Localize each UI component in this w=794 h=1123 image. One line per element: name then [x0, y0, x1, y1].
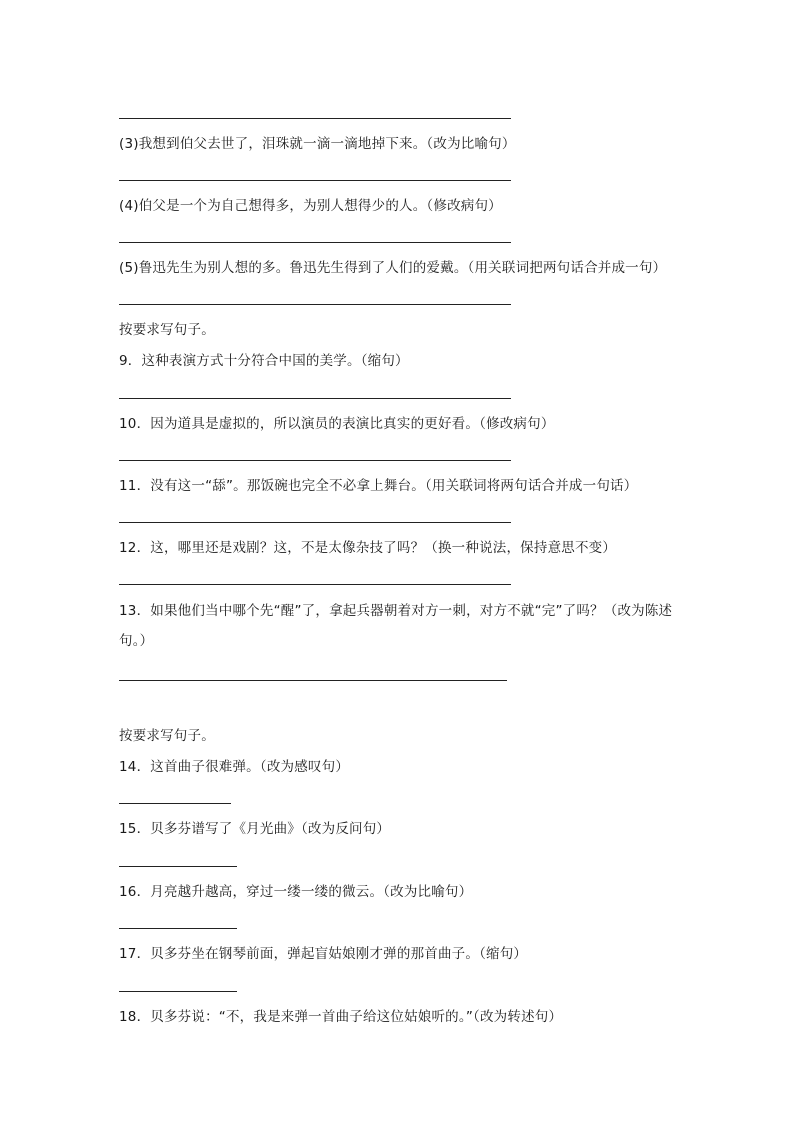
answer-line[interactable] [119, 118, 511, 119]
question-14: 14．这首曲子很难弹。（改为感叹句） [119, 759, 350, 775]
answer-line[interactable] [119, 398, 511, 399]
section-heading: 按要求写句子。 [119, 728, 215, 744]
question-17: 17．贝多芬坐在钢琴前面，弹起盲姑娘刚才弹的那首曲子。（缩句） [119, 946, 528, 962]
question-18: 18．贝多芬说：“不，我是来弹一首曲子给这位姑娘听的。”（改为转述句） [119, 1009, 563, 1025]
answer-line[interactable] [119, 991, 237, 992]
answer-line[interactable] [119, 584, 511, 585]
question-3: (3)我想到伯父去世了，泪珠就一滴一滴地掉下来。（改为比喻句） [119, 136, 516, 152]
answer-line[interactable] [119, 803, 231, 804]
question-4: (4)伯父是一个为自己想得多，为别人想得少的人。（修改病句） [119, 198, 502, 214]
answer-line[interactable] [119, 304, 511, 305]
question-12: 12．这，哪里还是戏剧？这，不是太像杂技了吗？（换一种说法，保持意思不变） [119, 540, 617, 556]
answer-line[interactable] [119, 460, 511, 461]
question-9: 9．这种表演方式十分符合中国的美学。（缩句） [119, 353, 409, 369]
question-5: (5)鲁迅先生为别人想的多。鲁迅先生得到了人们的爱戴。（用关联词把两句话合并成一句） [119, 260, 667, 276]
question-10: 10．因为道具是虚拟的，所以演员的表演比真实的更好看。（修改病句） [119, 416, 555, 432]
question-15: 15．贝多芬谱写了《月光曲》（改为反问句） [119, 821, 391, 837]
answer-line[interactable] [119, 680, 507, 681]
answer-line[interactable] [119, 928, 237, 929]
answer-line[interactable] [119, 522, 511, 523]
question-11: 11．没有这一“舔”。那饭碗也完全不必拿上舞台。（用关联词将两句话合并成一句话） [119, 478, 638, 494]
answer-line[interactable] [119, 180, 511, 181]
question-16: 16．月亮越升越高，穿过一缕一缕的微云。（改为比喻句） [119, 884, 473, 900]
answer-line[interactable] [119, 866, 237, 867]
answer-line[interactable] [119, 242, 511, 243]
question-13: 13．如果他们当中哪个先“醒”了，拿起兵器朝着对方一刺，对方不就“完”了吗？（改为陈述句。） [119, 603, 673, 649]
section-heading: 按要求写句子。 [119, 322, 215, 338]
